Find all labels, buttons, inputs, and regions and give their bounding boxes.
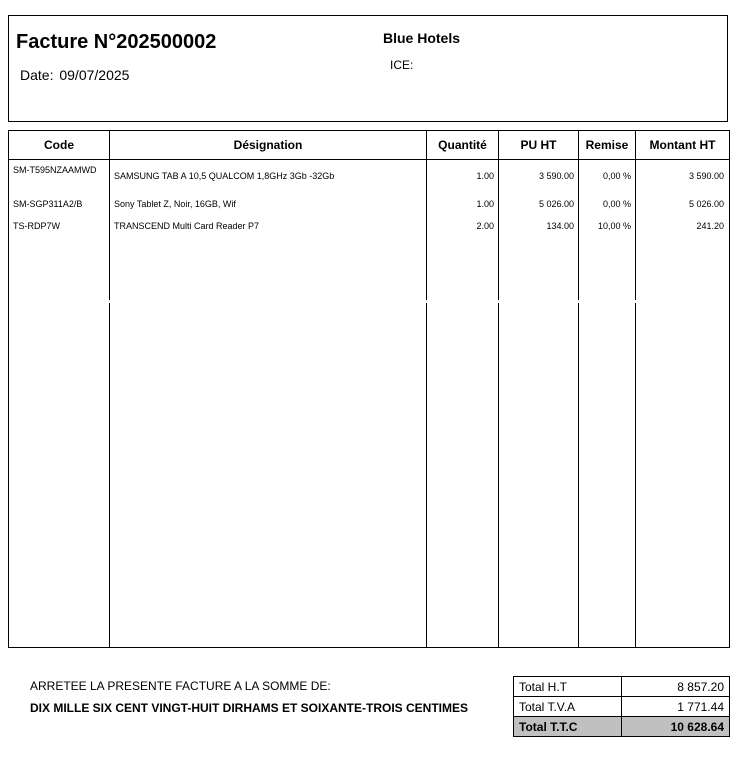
item-quantity: 1.00 [476, 199, 494, 209]
total-tva-value: 1 771.44 [622, 697, 730, 717]
column-header-code: Code [44, 138, 74, 152]
column-header-unit-price: PU HT [520, 138, 557, 152]
item-designation: TRANSCEND Multi Card Reader P7 [114, 221, 260, 231]
total-ht-row [514, 677, 730, 697]
column-divider [578, 131, 579, 647]
column-divider [635, 131, 636, 647]
invoice-title: Facture N°202500002 [16, 31, 217, 53]
item-designation: Sony Tablet Z, Noir, 16GB, Wif [114, 199, 236, 209]
item-amount: 3 590.00 [688, 171, 724, 181]
item-quantity: 2.00 [476, 221, 494, 231]
item-unit-price: 134.00 [546, 221, 574, 231]
client-ice-label: ICE: [390, 58, 414, 72]
item-code: TS-RDP7W [13, 221, 60, 231]
item-discount: 10,00 % [597, 221, 631, 231]
invoice-date-value: 09/07/2025 [59, 67, 130, 83]
table-gap [9, 300, 729, 303]
item-discount: 0,00 % [602, 199, 631, 209]
item-quantity: 1.00 [476, 171, 494, 181]
totals-table [513, 676, 730, 737]
column-header-designation: Désignation [233, 138, 303, 152]
column-divider [498, 131, 499, 647]
column-divider [109, 131, 110, 647]
item-discount: 0,00 % [602, 171, 631, 181]
items-table [8, 130, 730, 648]
total-tva-row [514, 697, 730, 717]
client-name: Blue Hotels [383, 30, 461, 46]
total-ttc-label: Total T.T.C [514, 717, 622, 737]
item-code: SM-T595NZAAMWD [13, 165, 97, 175]
total-ht-value: 8 857.20 [622, 677, 730, 697]
total-ht-label: Total H.T [514, 677, 622, 697]
invoice-header [8, 15, 728, 122]
column-header-amount: Montant HT [649, 138, 716, 152]
total-ttc-row [514, 717, 730, 737]
item-unit-price: 3 590.00 [538, 171, 574, 181]
column-header-discount: Remise [585, 138, 629, 152]
item-amount: 5 026.00 [688, 199, 724, 209]
amount-words-label: ARRETEE LA PRESENTE FACTURE A LA SOMME DE: [30, 679, 331, 693]
item-designation: SAMSUNG TAB A 10,5 QUALCOM 1,8GHz 3Gb -32Gb [114, 171, 335, 181]
total-ttc-value: 10 628.64 [622, 717, 730, 737]
invoice-date [20, 67, 129, 83]
item-amount: 241.20 [696, 221, 724, 231]
item-code: SM-SGP311A2/B [13, 199, 83, 209]
total-tva-label: Total T.V.A [514, 697, 622, 717]
header-divider [9, 159, 729, 160]
column-header-quantity: Quantité [438, 138, 487, 152]
amount-words-value: DIX MILLE SIX CENT VINGT-HUIT DIRHAMS ET SOIXANTE-TROIS CENTIMES [30, 701, 469, 715]
invoice-date-label: Date: [20, 67, 54, 83]
item-unit-price: 5 026.00 [538, 199, 574, 209]
column-divider [426, 131, 427, 647]
